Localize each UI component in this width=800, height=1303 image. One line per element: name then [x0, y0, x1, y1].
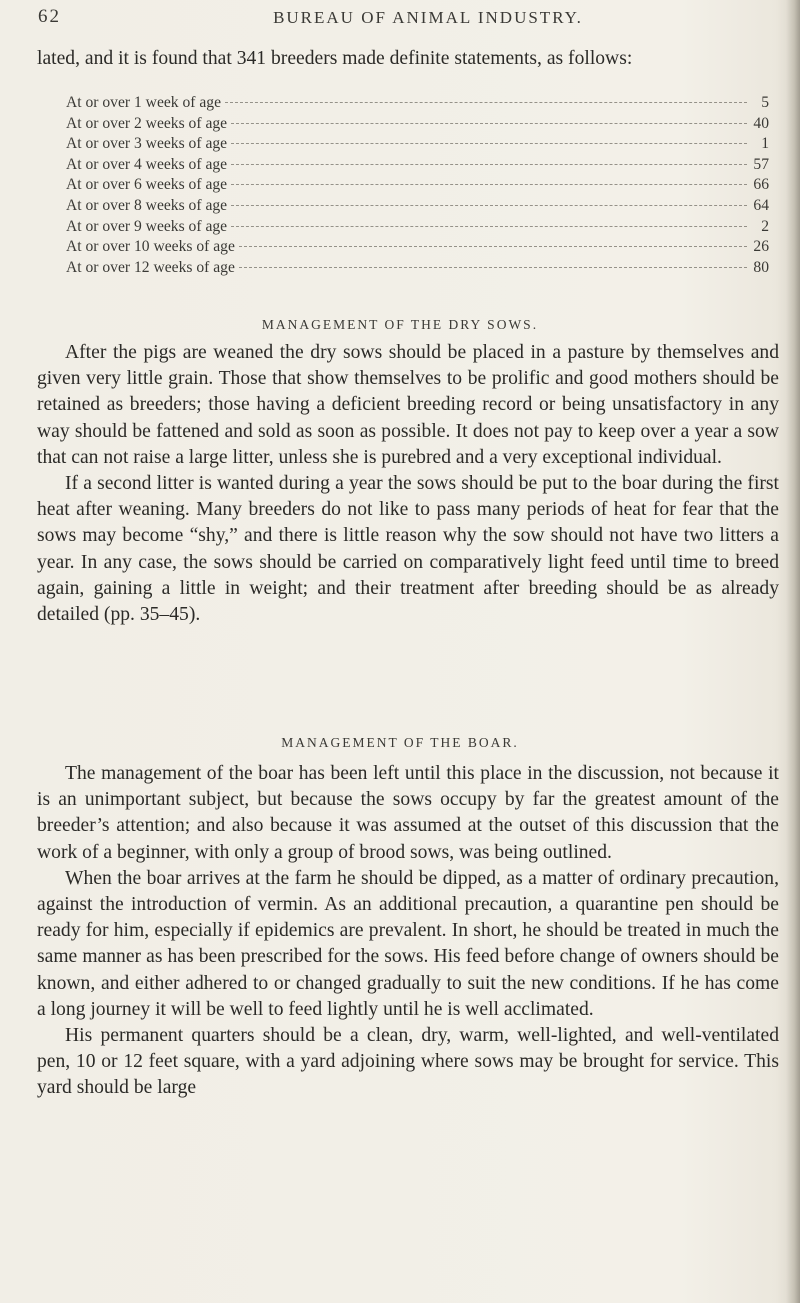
- stat-label: At or over 6 weeks of age: [66, 176, 228, 194]
- dot-leader: [231, 184, 747, 185]
- stat-value: 1: [761, 135, 769, 153]
- stat-value: 26: [753, 238, 769, 256]
- stat-value: 57: [753, 155, 769, 173]
- stat-label: At or over 9 weeks of age: [66, 217, 228, 235]
- dot-leader: [239, 267, 747, 268]
- section-heading-dry-sows: MANAGEMENT OF THE DRY SOWS.: [261, 317, 539, 332]
- dot-leader: [239, 246, 747, 247]
- stat-row: [66, 238, 769, 259]
- stat-value: 40: [753, 114, 769, 132]
- stats-list: [66, 94, 769, 279]
- intro-text: lated, and it is found that 341 breeders made definite statements, as follows:: [37, 48, 633, 69]
- dot-leader: [231, 143, 747, 144]
- section-dry-sows-body: [37, 340, 779, 628]
- dot-leader: [231, 205, 747, 206]
- paragraph: The management of the boar has been left until this place in the discussion, not because it is an unimportant subject, but because the sows occupy by far the greatest amount of the breeder’s attention; and also because it was assumed at the outset of this discussion that the work of a beginner, with only a group of brood sows, was being outlined.: [37, 763, 779, 863]
- stat-label: At or over 1 week of age: [66, 94, 222, 111]
- paragraph: If a second litter is wanted during a year the sows should be put to the boar during the first heat after weaning. Many breeders do not like to pass many periods of heat for fear that the sows may become “shy,” and there is little reason why the sow should not have two litters a year. In any case, the sows should be carried on comparatively light feed until time to breed again, gaining a little in weight; and their treatment after breeding should be as already detailed (pp. 35–45).: [37, 473, 779, 626]
- dot-leader: [231, 226, 747, 227]
- dot-leader: [231, 164, 747, 165]
- stat-row: [66, 94, 769, 115]
- stat-value: 64: [753, 196, 769, 214]
- stat-label: At or over 3 weeks of age: [66, 135, 228, 153]
- stat-label: At or over 12 weeks of age: [66, 258, 235, 276]
- stat-value: 2: [761, 217, 769, 235]
- dot-leader: [231, 123, 747, 124]
- stat-label: At or over 4 weeks of age: [66, 155, 228, 173]
- page-number: 62: [38, 6, 61, 27]
- stat-row: [66, 197, 769, 218]
- stat-label: At or over 10 weeks of age: [66, 238, 235, 256]
- stat-label: At or over 2 weeks of age: [66, 114, 228, 132]
- stat-row: [66, 176, 769, 197]
- stat-label: At or over 8 weeks of age: [66, 196, 228, 214]
- page-header: [38, 6, 778, 30]
- dot-leader: [225, 102, 747, 103]
- stat-row: [66, 218, 769, 239]
- section-heading-boar: MANAGEMENT OF THE BOAR.: [281, 735, 519, 750]
- running-title: BUREAU OF ANIMAL INDUSTRY.: [273, 8, 583, 27]
- paragraph: After the pigs are weaned the dry sows should be placed in a pasture by themselves and given very little grain. Those that show themselves to be prolific and good mothers should be retained as breeders; those having a deficient breeding record or being unsatisfactory in any way should be fattened and sold as soon as possible. It does not pay to keep over a year a sow that can not raise a large litter, unless she is purebred and a very exceptional individual.: [37, 342, 779, 468]
- stat-value: 80: [753, 258, 769, 276]
- paragraph: His permanent quarters should be a clean, dry, warm, well-lighted, and well-ventilated pen, 10 or 12 feet square, with a yard adjoining where sows may be brought for service. This yard should be large: [37, 1025, 779, 1099]
- paragraph: When the boar arrives at the farm he should be dipped, as a matter of ordinary precaution, against the introduction of vermin. As an additional precaution, a quarantine pen should be ready for him, especially if epidemics are prevalent. In short, he should be treated in much the same manner as has been prescribed for the sows. His feed before change of owners should be known, and either adhered to or changed gradually to suit the new conditions. If he has come a long journey it will be well to feed lightly until he is well acclimated.: [37, 867, 779, 1020]
- stat-row: [66, 115, 769, 136]
- stat-row: [66, 135, 769, 156]
- stat-value: 66: [753, 176, 769, 194]
- stat-row: [66, 156, 769, 177]
- stat-value: 5: [761, 94, 769, 111]
- section-boar-body: [37, 761, 779, 1102]
- page-edge-shadow: [786, 0, 800, 1303]
- stat-row: [66, 259, 769, 280]
